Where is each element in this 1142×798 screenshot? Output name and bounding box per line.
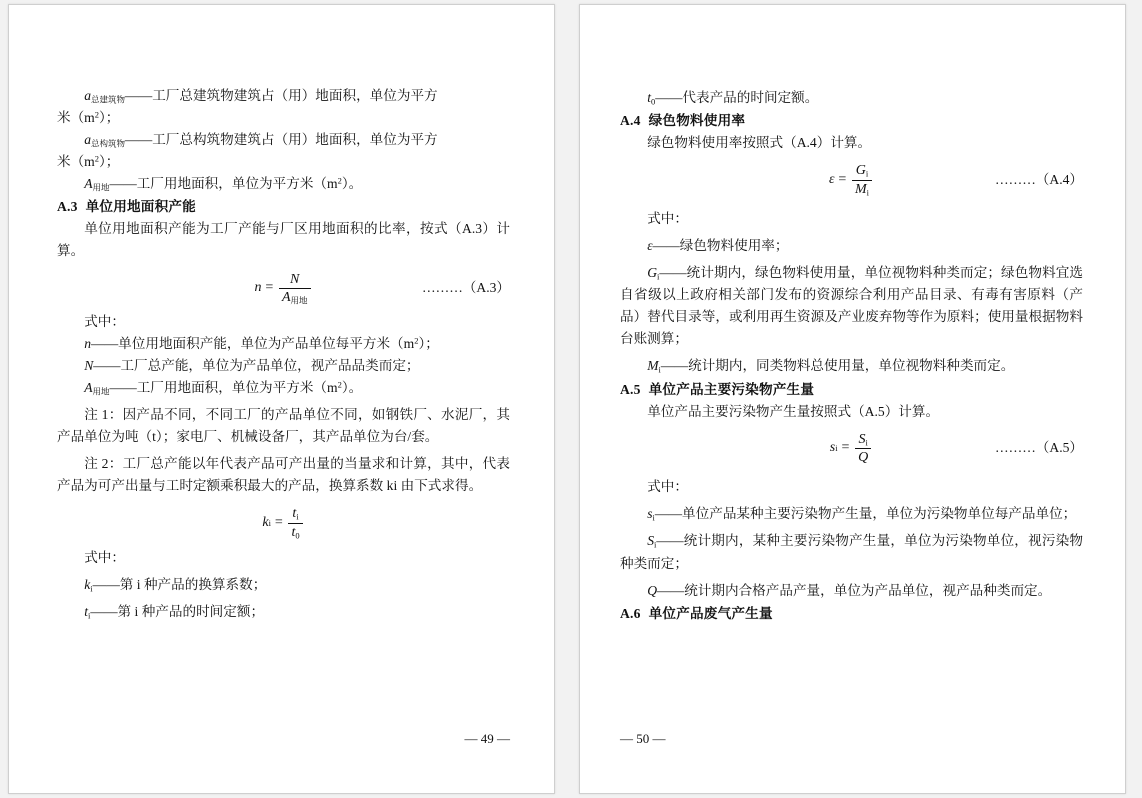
- symbol-M-subscript: i: [658, 364, 661, 375]
- symbol-t0-subscript: 0: [650, 96, 656, 107]
- symbol-Q: Q: [647, 582, 658, 598]
- unit-prefix-2: 米（m: [57, 154, 95, 170]
- definition-Mi: [620, 355, 1083, 377]
- formula-a5-fraction: [855, 432, 871, 466]
- heading-a4: [620, 110, 1083, 132]
- formula-a3-denominator: [279, 288, 311, 306]
- formula-a5: [620, 432, 1083, 466]
- definition-a-total-buildings-cont: [57, 107, 510, 129]
- formula-a5-denominator: Q: [855, 448, 871, 465]
- page-right-content: [620, 87, 1083, 625]
- definition-ti-text: ——第 i 种产品的时间定额；: [90, 603, 265, 619]
- definition-a-total-structures: [57, 129, 510, 151]
- definition-n-tail: ）；: [418, 336, 439, 352]
- heading-a3: [57, 196, 510, 218]
- formula-a5-label: ………（A.5）: [995, 440, 1083, 456]
- definition-ki: [57, 574, 510, 596]
- formula-a3: [57, 272, 510, 306]
- symbol-epsilon: ε: [647, 238, 653, 254]
- formula-a4-lhs: ε: [828, 171, 835, 187]
- symbol-S: S: [647, 533, 654, 549]
- formula-k-equals: =: [274, 515, 284, 531]
- page-right: [579, 4, 1126, 794]
- formula-a4-denominator: [852, 180, 872, 198]
- formula-a5-numerator: [855, 432, 870, 449]
- symbol-a-2-subscript: 总构筑物: [90, 138, 125, 149]
- heading-a5-title: 单位产品主要污染物产生量: [648, 381, 815, 397]
- symbol-A-land-subscript: 用地: [92, 386, 110, 397]
- formula-a5-numerator-subscript: i: [865, 437, 868, 448]
- formula-a3-fraction: [279, 272, 311, 306]
- symbol-N: N: [84, 358, 94, 374]
- definition-a-total-structures-text: ——工厂总构筑物建筑占（用）地面积，单位为平方: [125, 132, 438, 148]
- formula-a3-expression: [254, 272, 312, 306]
- definition-Gi: [620, 262, 1083, 350]
- symbol-G: G: [647, 265, 658, 281]
- definition-A-land-tail: ）。: [341, 380, 363, 396]
- symbol-k: k: [84, 576, 91, 592]
- formula-a5-lhs-symbol: s: [829, 440, 836, 456]
- unit-suffix-2: ）；: [99, 154, 120, 170]
- symbol-a-subscript: 总建筑物: [90, 94, 125, 105]
- symbol-S-subscript: i: [653, 539, 657, 550]
- formula-k-denominator-subscript: 0: [295, 530, 300, 541]
- formula-k-numerator-subscript: i: [296, 511, 299, 522]
- formula-a4-numerator: [853, 163, 872, 180]
- note-2: 注 2：工厂总产能以年代表产品可产出量的当量求和计算，其中，代表产品为可产出量与工时定额乘积最大的产品，换算系数 ki 由下式求得。: [57, 456, 510, 494]
- formula-k-fraction: [288, 506, 302, 540]
- formula-a3-numerator: N: [290, 271, 300, 287]
- heading-a4-number: A.4: [620, 113, 641, 129]
- formula-a4-equals: =: [837, 171, 847, 187]
- formula-a4-expression: [829, 163, 874, 197]
- where-label-a3: 式中：: [84, 314, 125, 330]
- symbol-A-land: A: [84, 380, 93, 396]
- formula-a3-denominator-subscript: 用地: [290, 294, 308, 305]
- page-number-left: — 49 —: [464, 731, 510, 746]
- symbol-n: n: [84, 336, 91, 352]
- formula-k-lhs-subscript: i: [268, 517, 271, 528]
- definition-n-text: ——单位用地面积产能，单位为产品单位每平方米（m: [90, 336, 415, 352]
- page-left: [8, 4, 555, 794]
- formula-k-denominator: [288, 523, 302, 541]
- formula-a5-equals: =: [840, 440, 851, 456]
- formula-a3-lhs: n: [254, 279, 262, 295]
- definition-a-total-buildings: [57, 85, 510, 107]
- heading-a4-title: 绿色物料使用率: [648, 113, 746, 129]
- definition-N: [57, 355, 510, 377]
- definition-a-total-buildings-text: ——工厂总建筑物建筑占（用）地面积，单位为平方: [125, 88, 438, 103]
- formula-a3-equals: =: [264, 279, 274, 295]
- page-left-content: [57, 85, 510, 623]
- formula-a3-denominator-symbol: A: [281, 289, 291, 305]
- definition-epsilon: [620, 235, 1083, 257]
- symbol-a: a: [84, 88, 91, 103]
- unit-superscript-2: 2: [94, 153, 100, 164]
- definition-A-land: [57, 377, 510, 399]
- formula-a5-numerator-symbol: S: [858, 431, 866, 447]
- formula-a4-label: ………（A.4）: [995, 172, 1083, 188]
- definition-a-land-area-text: ——工厂用地面积，单位为平方米（m: [109, 176, 338, 192]
- definition-Gi-text: ——统计期内，绿色物料使用量，单位视物料种类而定；绿色物料宜选自省级以上政府相关部门发布的资源综合利用产品目录、有毒有害原料（产品）替代目录等，或利用再生资源及产业废弃物等作为原料；使用量根据物料台账测算；: [620, 265, 1083, 347]
- symbol-k-subscript: i: [90, 582, 93, 593]
- definition-A-land-text: ——工厂用地面积，单位为平方米（m: [109, 380, 338, 396]
- definition-n: [57, 333, 510, 355]
- definition-ki-text: ——第 i 种产品的换算系数；: [92, 576, 267, 592]
- formula-k: [57, 506, 510, 540]
- heading-a6-title: 单位产品废气产生量: [648, 605, 773, 621]
- formula-k-lhs-symbol: k: [262, 515, 269, 531]
- symbol-A: A: [84, 176, 93, 192]
- definition-si: [620, 503, 1083, 525]
- paragraph-a3: 单位用地面积产能为工厂产能与厂区用地面积的比率，按式（A.3）计算。: [57, 221, 510, 259]
- unit-prefix-1: 米（m: [57, 110, 95, 126]
- definition-Q-text: ——统计期内合格产品产量，单位为产品单位，视产品种类而定。: [657, 582, 1052, 598]
- heading-a6-number: A.6: [620, 605, 641, 621]
- formula-a5-expression: [830, 432, 873, 466]
- where-label-k: 式中：: [84, 549, 125, 565]
- symbol-M: M: [647, 358, 659, 374]
- definition-ti: [57, 601, 510, 623]
- definition-epsilon-text: ——绿色物料使用率；: [652, 238, 789, 254]
- definition-a-land-area: [57, 173, 510, 195]
- formula-a4-denominator-symbol: M: [854, 181, 867, 197]
- formula-a4: [620, 163, 1083, 197]
- heading-a6: [620, 603, 1083, 625]
- formula-k-denominator-symbol: t: [291, 524, 296, 540]
- definition-t0-text: ——代表产品的时间定额。: [655, 90, 819, 105]
- formula-a4-numerator-symbol: G: [855, 163, 866, 179]
- paragraph-a5: 单位产品主要污染物产生量按照式（A.5）计算。: [647, 403, 940, 419]
- note-1: 注 1：因产品不同，不同工厂的产品单位不同，如钢铁厂、水泥厂，其产品单位为吨（t）；家电厂、机械设备厂，其产品单位为台/套。: [57, 407, 510, 445]
- symbol-a-2: a: [84, 132, 91, 148]
- paragraph-a4: 绿色物料使用率按照式（A.4）计算。: [647, 135, 872, 151]
- symbol-t: t: [84, 603, 88, 619]
- page-number-right: — 50 —: [620, 731, 666, 746]
- definition-Q: [620, 580, 1083, 602]
- definition-Si-text: ——统计期内，某种主要污染物产生量，单位为污染物单位，视污染物种类而定；: [620, 533, 1083, 571]
- definition-N-text: ——工厂总产能，单位为产品单位，视产品品类而定；: [93, 358, 420, 374]
- heading-a5: [620, 379, 1083, 401]
- formula-a4-numerator-subscript: i: [865, 168, 869, 179]
- definition-a-total-structures-cont: [57, 151, 510, 173]
- unit-suffix-3: ）。: [341, 176, 363, 192]
- symbol-t-subscript: i: [87, 610, 91, 621]
- formula-k-numerator: [289, 506, 301, 523]
- formula-a5-lhs-subscript: i: [835, 442, 838, 453]
- heading-a3-title: 单位用地面积产能: [85, 199, 196, 215]
- formula-a4-denominator-subscript: i: [866, 187, 870, 198]
- symbol-G-subscript: i: [657, 271, 660, 282]
- unit-suffix-1: ）；: [99, 110, 120, 126]
- where-label-a5: 式中：: [647, 479, 688, 495]
- definition-n-superscript: 2: [414, 335, 419, 346]
- definition-A-land-superscript: 2: [337, 379, 342, 390]
- definition-Si: [620, 530, 1083, 574]
- unit-superscript-3: 2: [337, 175, 342, 186]
- symbol-s: s: [647, 506, 653, 522]
- heading-a3-number: A.3: [57, 199, 78, 215]
- formula-a3-label: ………（A.3）: [422, 280, 510, 296]
- unit-superscript-1: 2: [94, 109, 100, 120]
- definition-t0: [620, 87, 1083, 109]
- definition-si-text: ——单位产品某种主要污染物产生量，单位为污染物单位每产品单位；: [654, 506, 1077, 522]
- symbol-s-subscript: i: [652, 512, 655, 523]
- symbol-t0: t: [647, 90, 651, 105]
- formula-k-numerator-symbol: t: [292, 506, 297, 522]
- definition-Mi-text: ——统计期内，同类物料总使用量，单位视物料种类而定。: [660, 358, 1015, 374]
- formula-a4-fraction: [852, 163, 872, 197]
- symbol-A-subscript: 用地: [92, 182, 110, 193]
- heading-a5-number: A.5: [620, 381, 641, 397]
- formula-k-expression: [262, 506, 304, 540]
- where-label-a4: 式中：: [647, 211, 688, 227]
